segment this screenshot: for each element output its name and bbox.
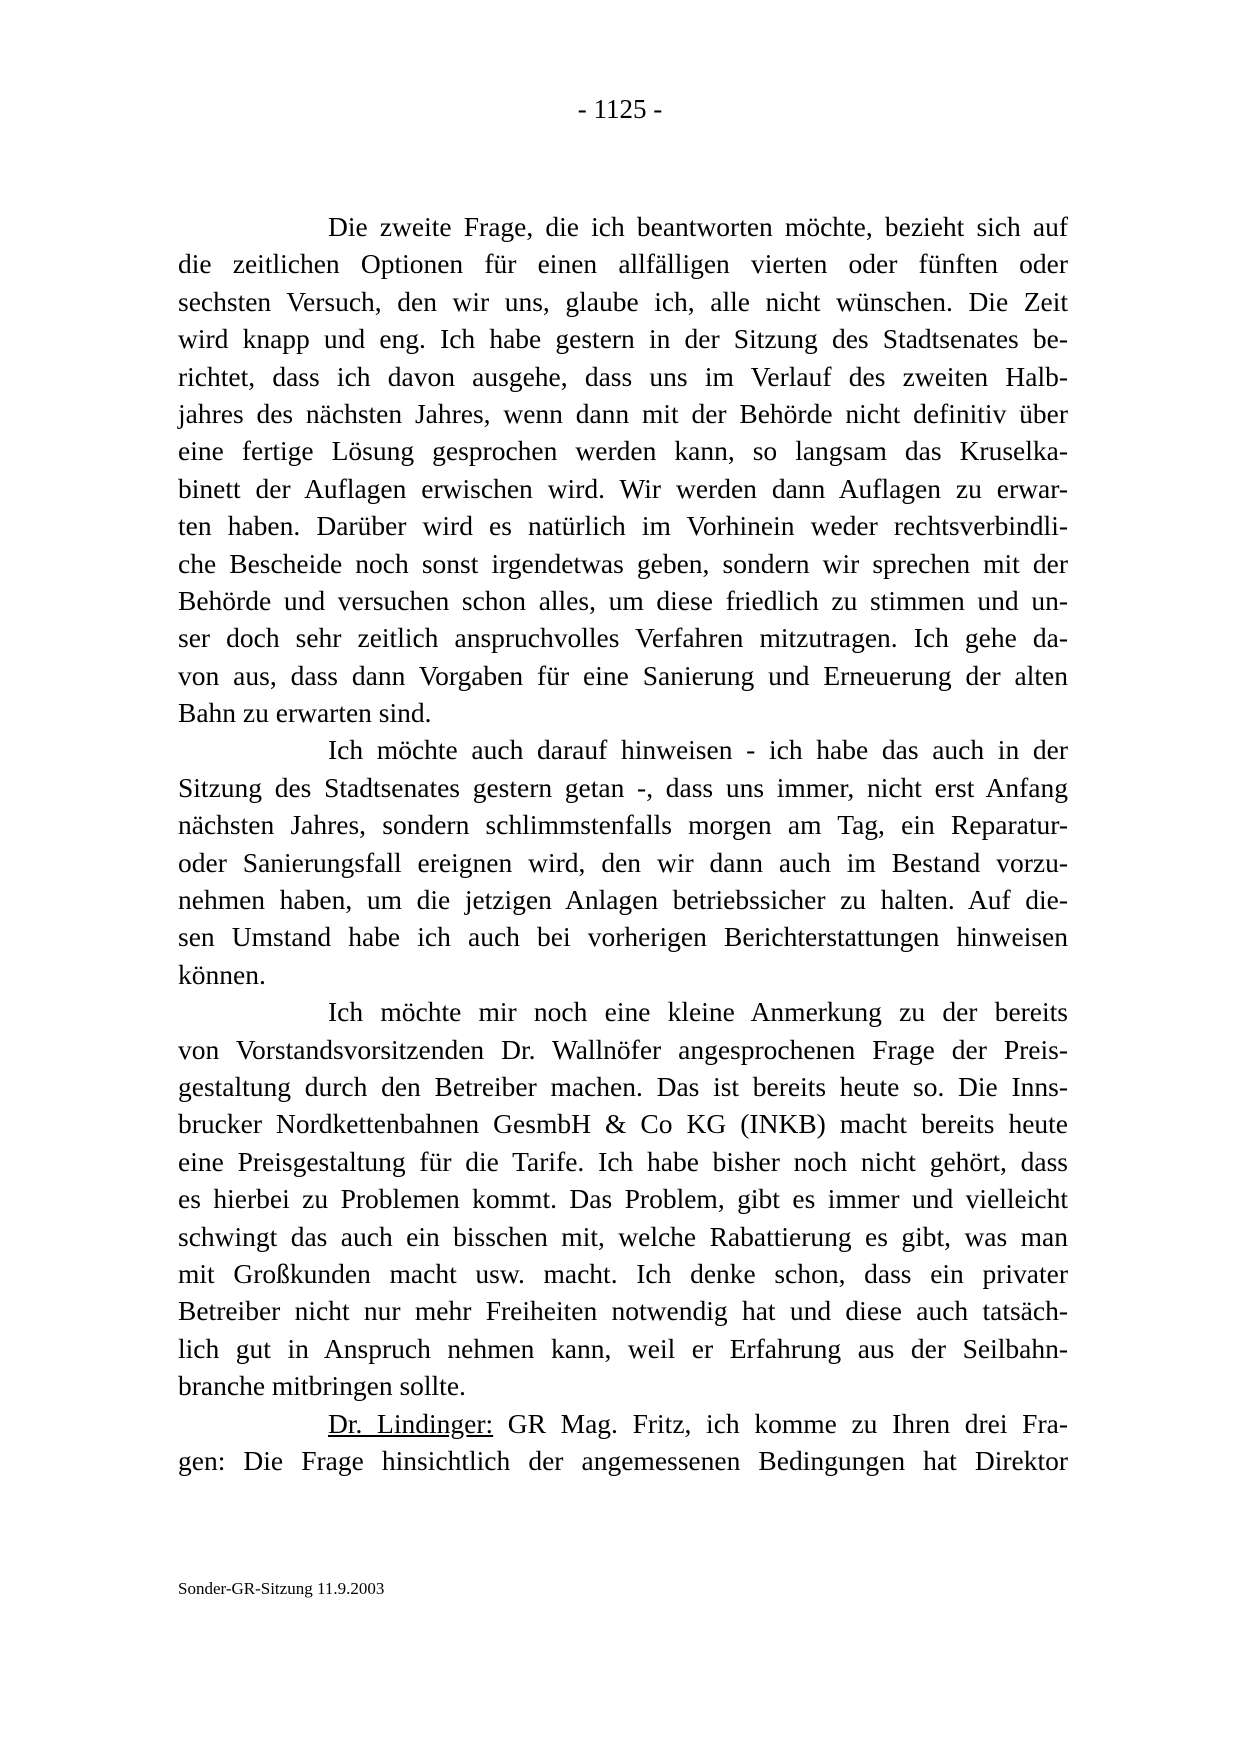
text-line [178,1405,1068,1442]
document-body [178,208,1068,1479]
text-line: Behörde und versuchen schon alles, um diese friedlich zu stimmen und un- [178,584,1068,616]
paragraph [178,731,1068,993]
text-line: wird knapp und eng. Ich habe gestern in der Sitzung des Stadtsenates be- [178,323,1068,355]
text-line: mit Großkunden macht usw. macht. Ich denke schon, dass ein privater [178,1257,1068,1289]
text-line: schwingt das auch ein bisschen mit, welche Rabattierung es gibt, was man [178,1220,1068,1252]
text-line: brucker Nordkettenbahnen GesmbH & Co KG (INKB) macht bereits heute [178,1108,1068,1140]
text-line: Betreiber nicht nur mehr Freiheiten notwendig hat und diese auch tatsäch- [178,1295,1068,1327]
text-line: binett der Auflagen erwischen wird. Wir werden dann Auflagen zu erwar- [178,472,1068,504]
text-line: oder Sanierungsfall ereignen wird, den wir dann auch im Bestand vorzu- [178,846,1068,878]
text-line: von Vorstandsvorsitzenden Dr. Wallnöfer angesprochenen Frage der Preis- [178,1033,1068,1065]
text-line: Die zweite Frage, die ich beantworten möchte, bezieht sich auf [328,211,1068,242]
speaker-name: Dr. Lindinger: [328,1407,494,1439]
text-line: es hierbei zu Problemen kommt. Das Problem, gibt es immer und vielleicht [178,1183,1068,1215]
text-line: lich gut in Anspruch nehmen kann, weil er Erfahrung aus der Seilbahn- [178,1332,1068,1364]
text-line: richtet, dass ich davon ausgehe, dass uns im Verlauf des zweiten Halb- [178,360,1068,392]
footer-session-label: Sonder-GR-Sitzung 11.9.2003 [178,1579,385,1598]
text-line: von aus, dass dann Vorgaben für eine Sanierung und Erneuerung der alten [178,659,1068,691]
paragraph [178,1405,1068,1480]
text-line: branche mitbringen sollte. [178,1370,466,1402]
text-line: Ich möchte mir noch eine kleine Anmerkung zu der bereits [328,996,1068,1028]
paragraph [178,993,1068,1404]
page-number: - 1125 - [577,94,663,124]
text-line: Ich möchte auch darauf hinweisen - ich habe das auch in der [328,734,1068,766]
text-line: nehmen haben, um die jetzigen Anlagen betriebssicher zu halten. Auf die- [178,884,1068,916]
text-line: ser doch sehr zeitlich anspruchvolles Verfahren mitzutragen. Ich gehe da- [178,622,1068,654]
text-line: eine Preisgestaltung für die Tarife. Ich habe bisher noch nicht gehört, dass [178,1145,1068,1177]
text-line: ten haben. Darüber wird es natürlich im Vorhinein weder rechtsverbindli- [178,510,1068,542]
text-line: die zeitlichen Optionen für einen allfälligen vierten oder fünften oder [178,248,1068,280]
text-line: nächsten Jahres, sondern schlimmstenfalls morgen am Tag, ein Reparatur- [178,809,1068,841]
speaker-text: GR Mag. Fritz, ich komme zu Ihren drei Fra- [493,1407,1068,1439]
paragraph [178,208,1068,731]
text-line: sechsten Versuch, den wir uns, glaube ich, alle nicht wünschen. Die Zeit [178,285,1068,317]
text-line: gestaltung durch den Betreiber machen. Das ist bereits heute so. Die Inns- [178,1070,1068,1102]
text-line: Bahn zu erwarten sind. [178,697,432,729]
text-line: sen Umstand habe ich auch bei vorherigen Berichterstattungen hinweisen [178,921,1068,953]
text-line: gen: Die Frage hinsichtlich der angemessenen Bedingungen hat Direktor [178,1444,1068,1476]
text-line: können. [178,958,266,990]
text-line: Sitzung des Stadtsenates gestern getan -, dass uns immer, nicht erst Anfang [178,771,1068,803]
text-line: jahres des nächsten Jahres, wenn dann mit der Behörde nicht definitiv über [178,397,1068,429]
text-line: eine fertige Lösung gesprochen werden kann, so langsam das Kruselka- [178,435,1068,467]
text-line: che Bescheide noch sonst irgendetwas geben, sondern wir sprechen mit der [178,547,1068,579]
